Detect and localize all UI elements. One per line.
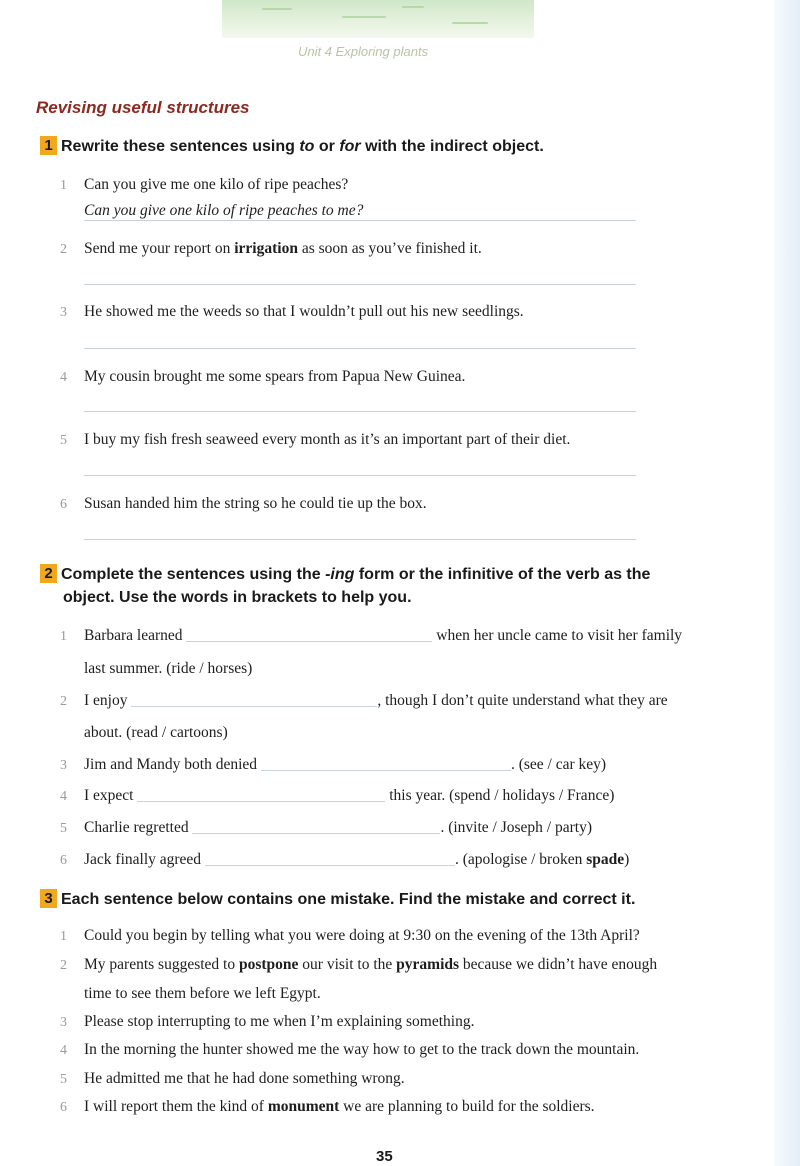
- example-answer: Can you give one kilo of ripe peaches to me?: [84, 202, 364, 219]
- exercise-number-badge: 2: [40, 564, 57, 583]
- exercise-number-badge: 3: [40, 889, 57, 908]
- exercise-1-item: 6 Susan handed him the string so he could tie up the box.: [60, 495, 427, 512]
- exercise-1-item: 4 My cousin brought me some spears from Papua New Guinea.: [60, 368, 466, 385]
- leaf-mark: [262, 8, 292, 10]
- answer-line[interactable]: [84, 220, 636, 221]
- answer-line[interactable]: [84, 539, 636, 540]
- fill-in-blank[interactable]: [186, 627, 432, 642]
- page-edge-strip: [774, 0, 800, 1166]
- exercise-3-item: 2 My parents suggested to postpone our visit to the pyramids because we didn’t have enough: [60, 956, 658, 973]
- exercise-3-continuation: time to see them before we left Egypt.: [84, 985, 321, 1002]
- header-plant-image: [222, 0, 534, 38]
- unit-label: Unit 4 Exploring plants: [298, 44, 429, 59]
- fill-in-blank[interactable]: [137, 787, 385, 802]
- answer-line[interactable]: [84, 475, 636, 476]
- exercise-2-item: 1 Barbara learned when her uncle came to visit her family: [60, 627, 683, 644]
- exercise-1-item: 5 I buy my fish fresh seaweed every month as it’s an important part of their diet.: [60, 431, 571, 448]
- exercise-2-item: 4 I expect this year. (spend / holidays / France): [60, 787, 615, 804]
- fill-in-blank[interactable]: [261, 756, 511, 771]
- exercise-1-heading: 1 Rewrite these sentences using to or for with the indirect object.: [40, 135, 730, 158]
- exercise-3-heading: 3 Each sentence below contains one mistake. Find the mistake and correct it.: [40, 888, 730, 911]
- exercise-1-item: 1 Can you give me one kilo of ripe peaches?: [60, 176, 349, 193]
- exercise-3-item: 1 Could you begin by telling what you were doing at 9:30 on the evening of the 13th April?: [60, 927, 640, 944]
- exercise-3-item: 5 He admitted me that he had done something wrong.: [60, 1070, 405, 1087]
- exercise-number-badge: 1: [40, 136, 57, 155]
- leaf-mark: [342, 16, 386, 18]
- answer-line[interactable]: [84, 348, 636, 349]
- exercise-2-item: 5 Charlie regretted . (invite / Joseph / party): [60, 819, 592, 836]
- exercise-2-continuation: about. (read / cartoons): [84, 724, 228, 741]
- fill-in-blank[interactable]: [192, 819, 440, 834]
- page-number: 35: [376, 1148, 393, 1165]
- exercise-3-item: 4 In the morning the hunter showed me the way how to get to the track down the mountain.: [60, 1041, 640, 1058]
- fill-in-blank[interactable]: [131, 692, 377, 707]
- fill-in-blank[interactable]: [205, 851, 455, 866]
- exercise-2-continuation: last summer. (ride / horses): [84, 660, 253, 677]
- exercise-2-heading: 2 Complete the sentences using the -ing form or the infinitive of the verb as the object. Use the words in brackets to help you.: [40, 563, 730, 609]
- exercise-1-item: 3 He showed me the weeds so that I wouldn’t pull out his new seedlings.: [60, 303, 524, 320]
- exercise-1-item: 2 Send me your report on irrigation as soon as you’ve finished it.: [60, 240, 482, 257]
- exercise-2-item: 6 Jack finally agreed . (apologise / broken spade): [60, 851, 630, 868]
- leaf-mark: [402, 6, 424, 8]
- answer-line[interactable]: [84, 284, 636, 285]
- exercise-3-item: 6 I will report them the kind of monument we are planning to build for the soldiers.: [60, 1098, 595, 1115]
- exercise-2-item: 3 Jim and Mandy both denied . (see / car key): [60, 756, 607, 773]
- leaf-mark: [452, 22, 488, 24]
- exercise-2-item: 2 I enjoy , though I don’t quite understand what they are: [60, 692, 668, 709]
- answer-line[interactable]: [84, 411, 636, 412]
- section-title: Revising useful structures: [36, 98, 250, 117]
- exercise-3-item: 3 Please stop interrupting to me when I’m explaining something.: [60, 1013, 475, 1030]
